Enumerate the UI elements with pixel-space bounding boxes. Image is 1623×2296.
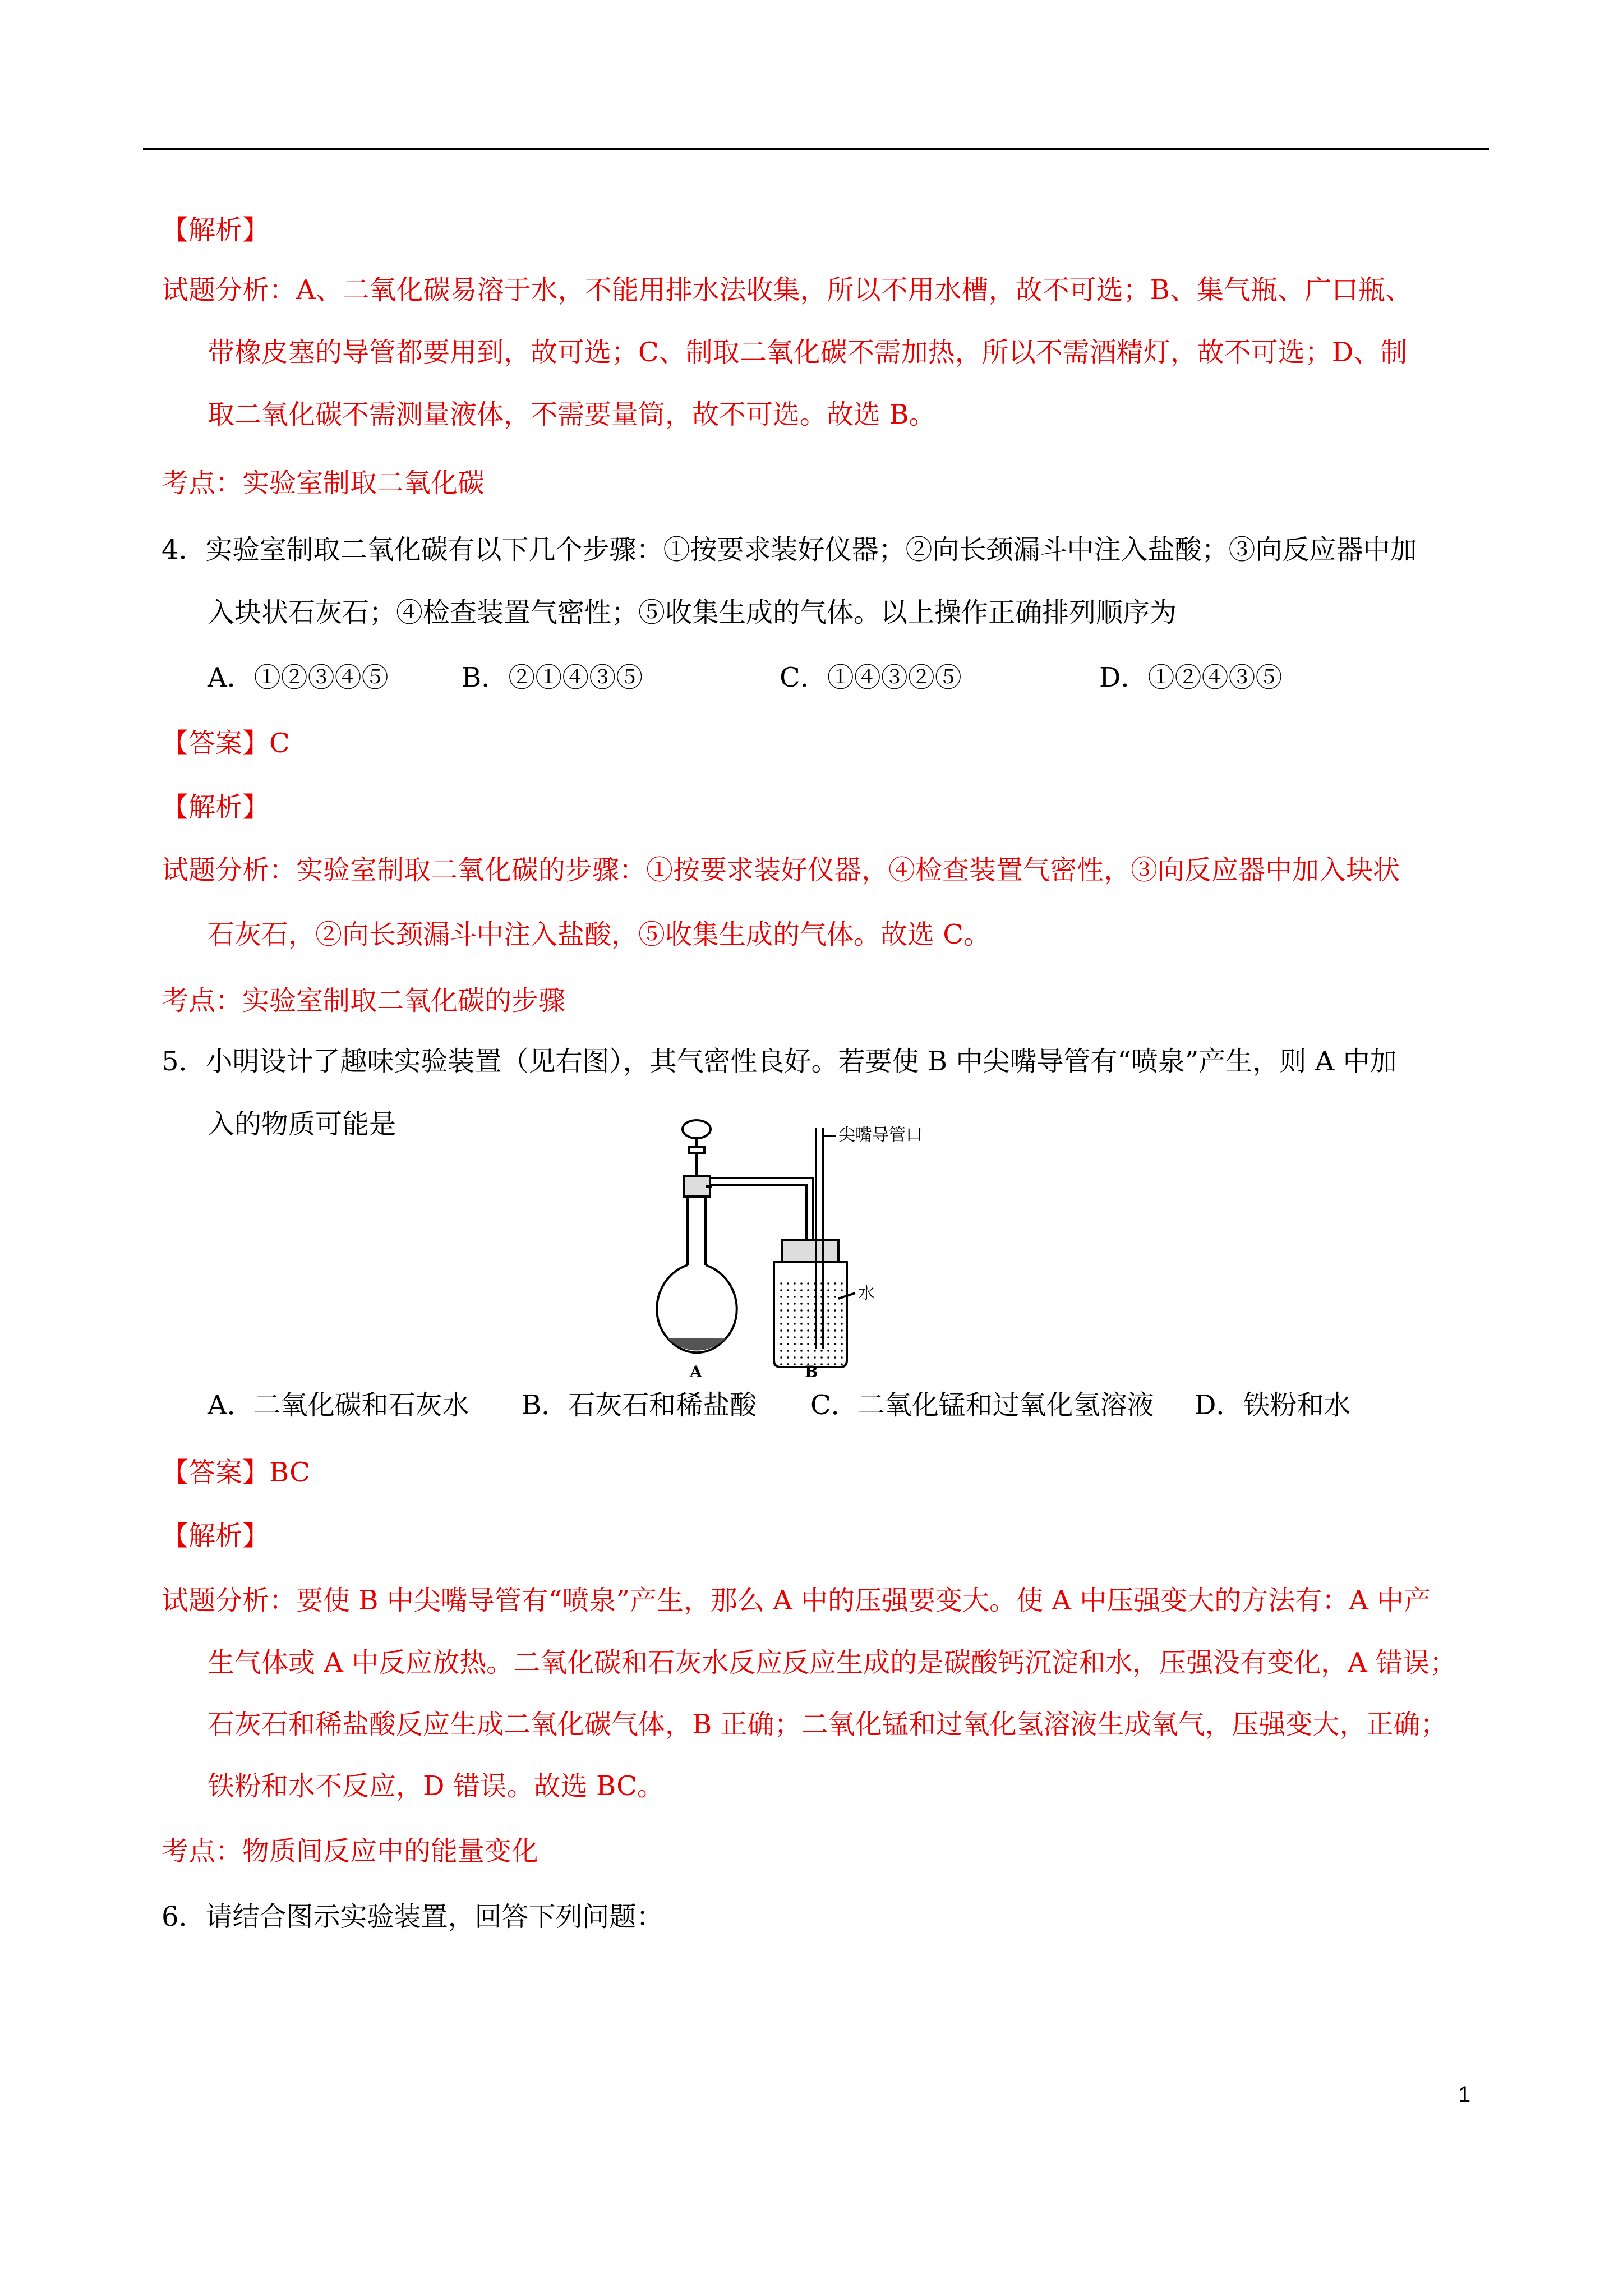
option-b: B．②①④③⑤ (462, 662, 643, 693)
analysis-line: 铁粉和水不反应，D 错误。故选 BC。 (208, 1770, 664, 1802)
analysis-line: 石灰石，②向长颈漏斗中注入盐酸，⑤收集生成的气体。故选 C。 (208, 919, 990, 950)
answer: 【答案】C (162, 728, 290, 759)
question-stem: 入的物质可能是 (208, 1108, 396, 1140)
analysis-line: 生气体或 A 中反应放热。二氧化碳和石灰水反应反应生成的是碳酸钙沉淀和水，压强没有变化，A 错误； (208, 1647, 1457, 1678)
test-point: 考点：物质间反应中的能量变化 (162, 1835, 539, 1867)
option-d: D．①②④③⑤ (1099, 662, 1283, 693)
analysis-line: 取二氧化碳不需测量液体，不需要量筒，故不可选。故选 B。 (208, 399, 936, 430)
analysis-line: 试题分析：要使 B 中尖嘴导管有“喷泉”产生，那么 A 中的压强要变大。使 A 中压强变大的方法有：A 中产 (162, 1585, 1431, 1616)
analysis-heading: 【解析】 (162, 214, 270, 246)
answer: 【答案】BC (162, 1457, 310, 1488)
option-a: A．①②③④⑤ (208, 662, 389, 693)
option-c: C．①④③②⑤ (780, 662, 962, 693)
analysis-line: 试题分析：A、二氧化碳易溶于水，不能用排水法收集，所以不用水槽，故不可选；B、集气瓶、广口瓶、 (162, 274, 1412, 306)
bottle-b-label: B (805, 1363, 818, 1377)
question-stem: 4．实验室制取二氧化碳有以下几个步骤：①按要求装好仪器；②向长颈漏斗中注入盐酸；③向反应器中加 (162, 534, 1417, 565)
test-point: 考点：实验室制取二氧化碳 (162, 467, 485, 499)
stopper-b (782, 1240, 838, 1262)
option-a: A．二氧化碳和石灰水 (208, 1389, 469, 1421)
header-rule (143, 148, 1489, 150)
option-b: B．石灰石和稀盐酸 (522, 1389, 757, 1421)
question-stem: 6．请结合图示实验装置，回答下列问题： (162, 1901, 663, 1932)
flask-a-label: A (690, 1363, 702, 1377)
analysis-line: 试题分析：实验室制取二氧化碳的步骤：①按要求装好仪器，④检查装置气密性，③向反应器中加入块状 (162, 854, 1400, 886)
fountain-apparatus-figure (645, 1114, 970, 1377)
water-label: 水 (858, 1283, 875, 1303)
option-c: C．二氧化锰和过氧化氢溶液 (810, 1389, 1154, 1421)
question-stem: 入块状石灰石；④检查装置气密性；⑤收集生成的气体。以上操作正确排列顺序为 (208, 597, 1177, 628)
analysis-heading: 【解析】 (162, 792, 270, 823)
analysis-heading: 【解析】 (162, 1520, 270, 1552)
analysis-line: 石灰石和稀盐酸反应生成二氧化碳气体，B 正确；二氧化锰和过氧化氢溶液生成氧气，压强变大，正确； (208, 1709, 1447, 1740)
nozzle-label: 尖嘴导管口 (838, 1125, 923, 1145)
test-point: 考点：实验室制取二氧化碳的步骤 (162, 985, 566, 1016)
page-number: 1 (1458, 2082, 1471, 2107)
option-d: D．铁粉和水 (1195, 1389, 1351, 1421)
analysis-line: 带橡皮塞的导管都要用到，故可选；C、制取二氧化碳不需加热，所以不需酒精灯，故不可选；D、制 (208, 337, 1408, 368)
question-stem: 5．小明设计了趣味实验装置（见右图），其气密性良好。若要使 B 中尖嘴导管有“喷泉”产生，则 A 中加 (162, 1046, 1397, 1077)
funnel-bulb (683, 1120, 711, 1138)
